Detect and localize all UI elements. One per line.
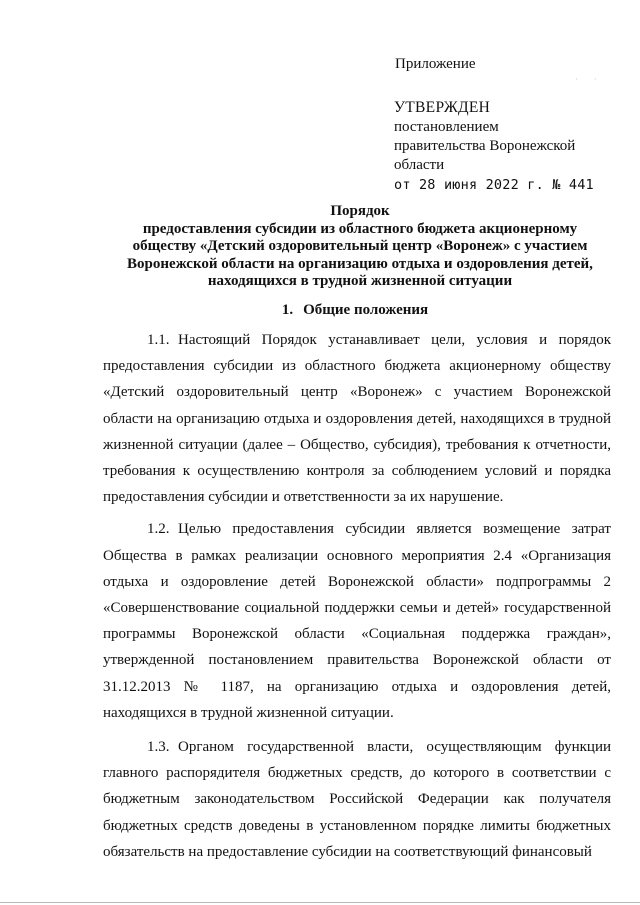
paragraph-text: Органом государственной власти, осуществляющим функции главного распорядителя бюджетных средств, до которого в соответствии с бюджетным законодательством Российской Федерации как получателя бюджетных средств доведены в установленном порядке лимиты бюджетных обязательств на предоставление субсидии на соответствующий финансовый — [103, 739, 611, 860]
document-title — [100, 203, 620, 291]
title-line: находящихся в трудной жизненной ситуации — [207, 273, 513, 289]
title-line: предоставления субсидии из областного бюджета акционерному — [142, 220, 578, 237]
appendix-label: Приложение — [395, 56, 476, 72]
title-line: Воронежской области на организацию отдыха и оздоровления детей, — [127, 255, 593, 272]
scan-edge-line — [0, 902, 640, 903]
title-line: Порядок — [330, 203, 390, 219]
document-body — [103, 327, 611, 865]
paragraph — [103, 516, 611, 726]
approval-date-stamp: от 28 июня 2022 г. № 441 — [394, 177, 594, 193]
approved-line: правительства Воронежской — [394, 138, 576, 154]
paragraph-number: 1.1. — [147, 332, 170, 348]
approved-line: постановлением — [394, 119, 499, 135]
section-heading — [100, 302, 620, 319]
section-title: Общие положения — [303, 302, 429, 318]
paragraph-number: 1.2. — [147, 521, 170, 538]
title-line: обществу «Детский оздоровительный центр «Воронеж» с участием — [132, 238, 588, 254]
paragraph — [103, 327, 611, 510]
paragraph — [103, 734, 611, 865]
scan-artifact: · · — [575, 74, 597, 84]
paragraph-number: 1.3. — [147, 739, 170, 756]
approval-block — [394, 98, 624, 195]
paragraph-text: Настоящий Порядок устанавливает цели, условия и порядок предоставления субсидии из областного бюджета акционерному обществу «Детский оздоровительный центр «Воронеж» с участием Воронежской области на организацию отдыха и оздоровления детей, находящихся в трудной жизненной ситуации (далее – Общество, субсидия), требования к отчетности, требования к осуществлению контроля за соблюдением условий и порядка предоставления субсидии и ответственности за их нарушение. — [103, 332, 611, 506]
section-number: 1. — [281, 302, 294, 318]
paragraph-text: Целью предоставления субсидии является возмещение затрат Общества в рамках реализации основного мероприятия 2.4 «Организация отдыха и оздоровление детей Воронежской области» подпрограммы 2 «Совершенствование социальной поддержки семьи и детей» государственной программы Воронежской области «Социальная поддержка граждан», утвержденной постановлением правительства Воронежской области от 31.12.2013 № 1187, на организацию отдыха и оздоровления детей, находящихся в трудной жизненной ситуации. — [103, 521, 611, 721]
approved-heading: УТВЕРЖДЕН — [394, 99, 491, 116]
approved-line: области — [394, 157, 445, 173]
